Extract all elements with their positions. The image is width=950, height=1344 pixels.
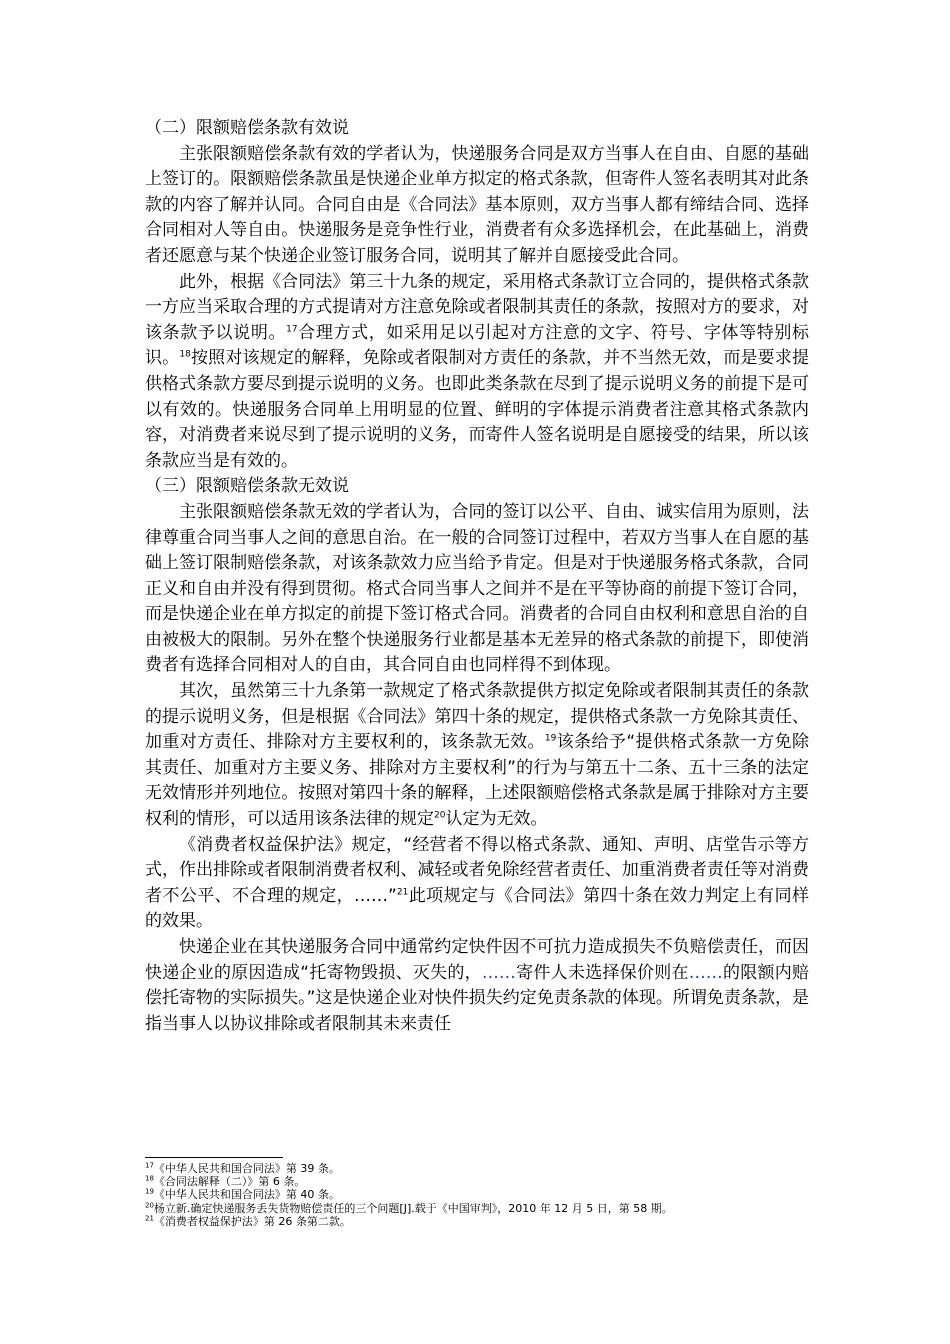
paragraph-text: 的限额内赔偿托寄物的实际损失。”这是快递企业对快件损失约定免责条款的体现。所谓免责条款，是指当事人以协议排除或者限制其未来责任 (145, 962, 810, 1034)
footnote-19 (145, 1188, 809, 1201)
paragraph (145, 270, 809, 475)
footnote-17 (145, 1162, 809, 1175)
footnote-number: 19 (145, 1187, 154, 1196)
paragraph: 主张限额赔偿条款无效的学者认为，合同的签订以公平、自由、诚实信用为原则，法律尊重合同当事人之间的意思自治。在一般的合同签订过程中，若双方当事人在自愿的基础上签订限制赔偿条款，对该条款效力应当给予肯定。但是对于快递服务格式条款，合同正义和自由并没有得到贯彻。格式合同当事人之间并不是在平等协商的前提下签订合同，而是快递企业在单方拟定的前提下签订格式合同。消费者的合同自由权利和意思自治的自由被极大的限制。另外在整个快递服务行业都是基本无差异的格式条款的前提下，即使消费者有选择合同相对人的自由，其合同自由也同样得不到体现。 (145, 501, 809, 676)
footnote-ref[interactable]: 21 (396, 887, 409, 898)
footnote-text: 《消费者权益保护法》第 26 条第二款。 (153, 1214, 351, 1228)
footnote-number: 18 (145, 1174, 154, 1183)
paragraph: 主张限额赔偿条款有效的学者认为，快递服务合同是双方当事人在自由、自愿的基础上签订的。限额赔偿条款虽是快递企业单方拟定的格式条款，但寄件人签名表明其对此条款的内容了解并认同。合同自由是《合同法》基本原则，双方当事人都有缔结合同、选择合同相对人等自由。快递服务是竞争性行业，消费者有众多选择机会，在此基础上，消费者还愿意与某个快递企业签订服务合同，说明其了解并自愿接受此合同。 (145, 143, 809, 266)
footnote-ref[interactable]: 18 (179, 349, 191, 360)
footnotes (145, 1157, 809, 1228)
paragraph-text: 《消费者权益保护法》规定，“经营者不得以格式条款、通知、声明、店堂告示等方式，作出排除或者限制消费者权利、减轻或者免除经营者责任、加重消费者责任等对消费者不公平、不合理的规定，……” (145, 834, 809, 906)
paragraph-text: 此外，根据《合同法》第三十九条的规定，采用格式条款订立合同的，提供格式条款一方应当采取合理的方式提请对方注意免除或者限制其责任的条款，按照对方的要求，对该条款予以说明。 (145, 271, 809, 343)
footnote-text: 杨立新.确定快递服务丢失货物赔偿责任的三个问题[J].载于《中国审判》，2010 年 12 月 5 日，第 58 期。 (153, 1201, 673, 1215)
paragraph-text: 按照对该规定的解释，免除或者限制对方责任的条款，并不当然无效，而是要求提供格式条款方要尽到提示说明的义务。也即此类条款在尽到了提示说明义务的前提下是可以有效的。快递服务合同单上用明显的位置、鲜明的字体提示消费者注意其格式条款内容，对消费者来说尽到了提示说明的义务，而寄件人签名说明是自愿接受的结果，所以该条款应当是有效的。 (145, 348, 810, 471)
paragraph-text: 快递企业在其快递服务合同中通常约定快件因不可抗力造成损失不负赔偿责任，而因快递企业的原因造成“托寄物毁损、灭失的， (145, 937, 809, 983)
paragraph (145, 833, 809, 935)
footnote-21 (145, 1215, 809, 1228)
paragraph-text: 其次，虽然第三十九条第一款规定了格式条款提供方拟定免除或者限制其责任的条款的提示说明义务，但是根据《合同法》第四十条的规定，提供格式条款一方免除其责任、加重对方责任、排除对方主要权利的，该条款无效。 (145, 681, 809, 753)
paragraph (145, 935, 809, 1037)
paragraph (145, 679, 809, 833)
footnote-text: 《合同法解释（二）》第 6 条。 (153, 1175, 306, 1189)
footnote-20 (145, 1202, 809, 1215)
footnote-ref[interactable]: 17 (286, 324, 298, 335)
footnote-18 (145, 1175, 809, 1188)
paragraph-text: 合理方式，如采用足以引起对方注意的文字、符号、字体等特别标识。 (145, 322, 810, 369)
body-text (145, 116, 809, 1037)
section-heading-valid-theory: （二）限额赔偿条款有效说 (145, 118, 349, 138)
footnote-ref[interactable]: 20 (434, 810, 446, 821)
footnote-number: 17 (145, 1161, 154, 1170)
footnote-ref[interactable]: 19 (544, 733, 557, 744)
ellipsis-mark: …… (688, 962, 723, 983)
footnote-text: 《中华人民共和国合同法》第 40 条。 (153, 1188, 340, 1202)
paragraph-text: 该条给予“提供格式条款一方免除其责任、加重对方主要义务、排除对方主要权利”的行为与第五十二条、五十三条的法定无效情形并列地位。按照对第四十条的解释，上述限额赔偿格式条款是属于排除对方主要权利的情形，可以适用该条法律的规定 (145, 732, 809, 830)
section-heading-invalid-theory: （三）限额赔偿条款无效说 (145, 476, 349, 497)
ellipsis-mark: …… (481, 962, 516, 983)
footnote-text: 《中华人民共和国合同法》第 39 条。 (153, 1162, 340, 1175)
paragraph-text: 认定为无效。 (445, 809, 548, 830)
footnote-number: 20 (145, 1200, 154, 1209)
paragraph-text: 寄件人未选择保价则在 (515, 962, 689, 983)
footnote-number: 21 (145, 1214, 154, 1223)
paragraph-text: 此项规定与《合同法》第四十条在效力判定上有同样的效果。 (145, 885, 809, 932)
footnote-separator (145, 1157, 283, 1158)
